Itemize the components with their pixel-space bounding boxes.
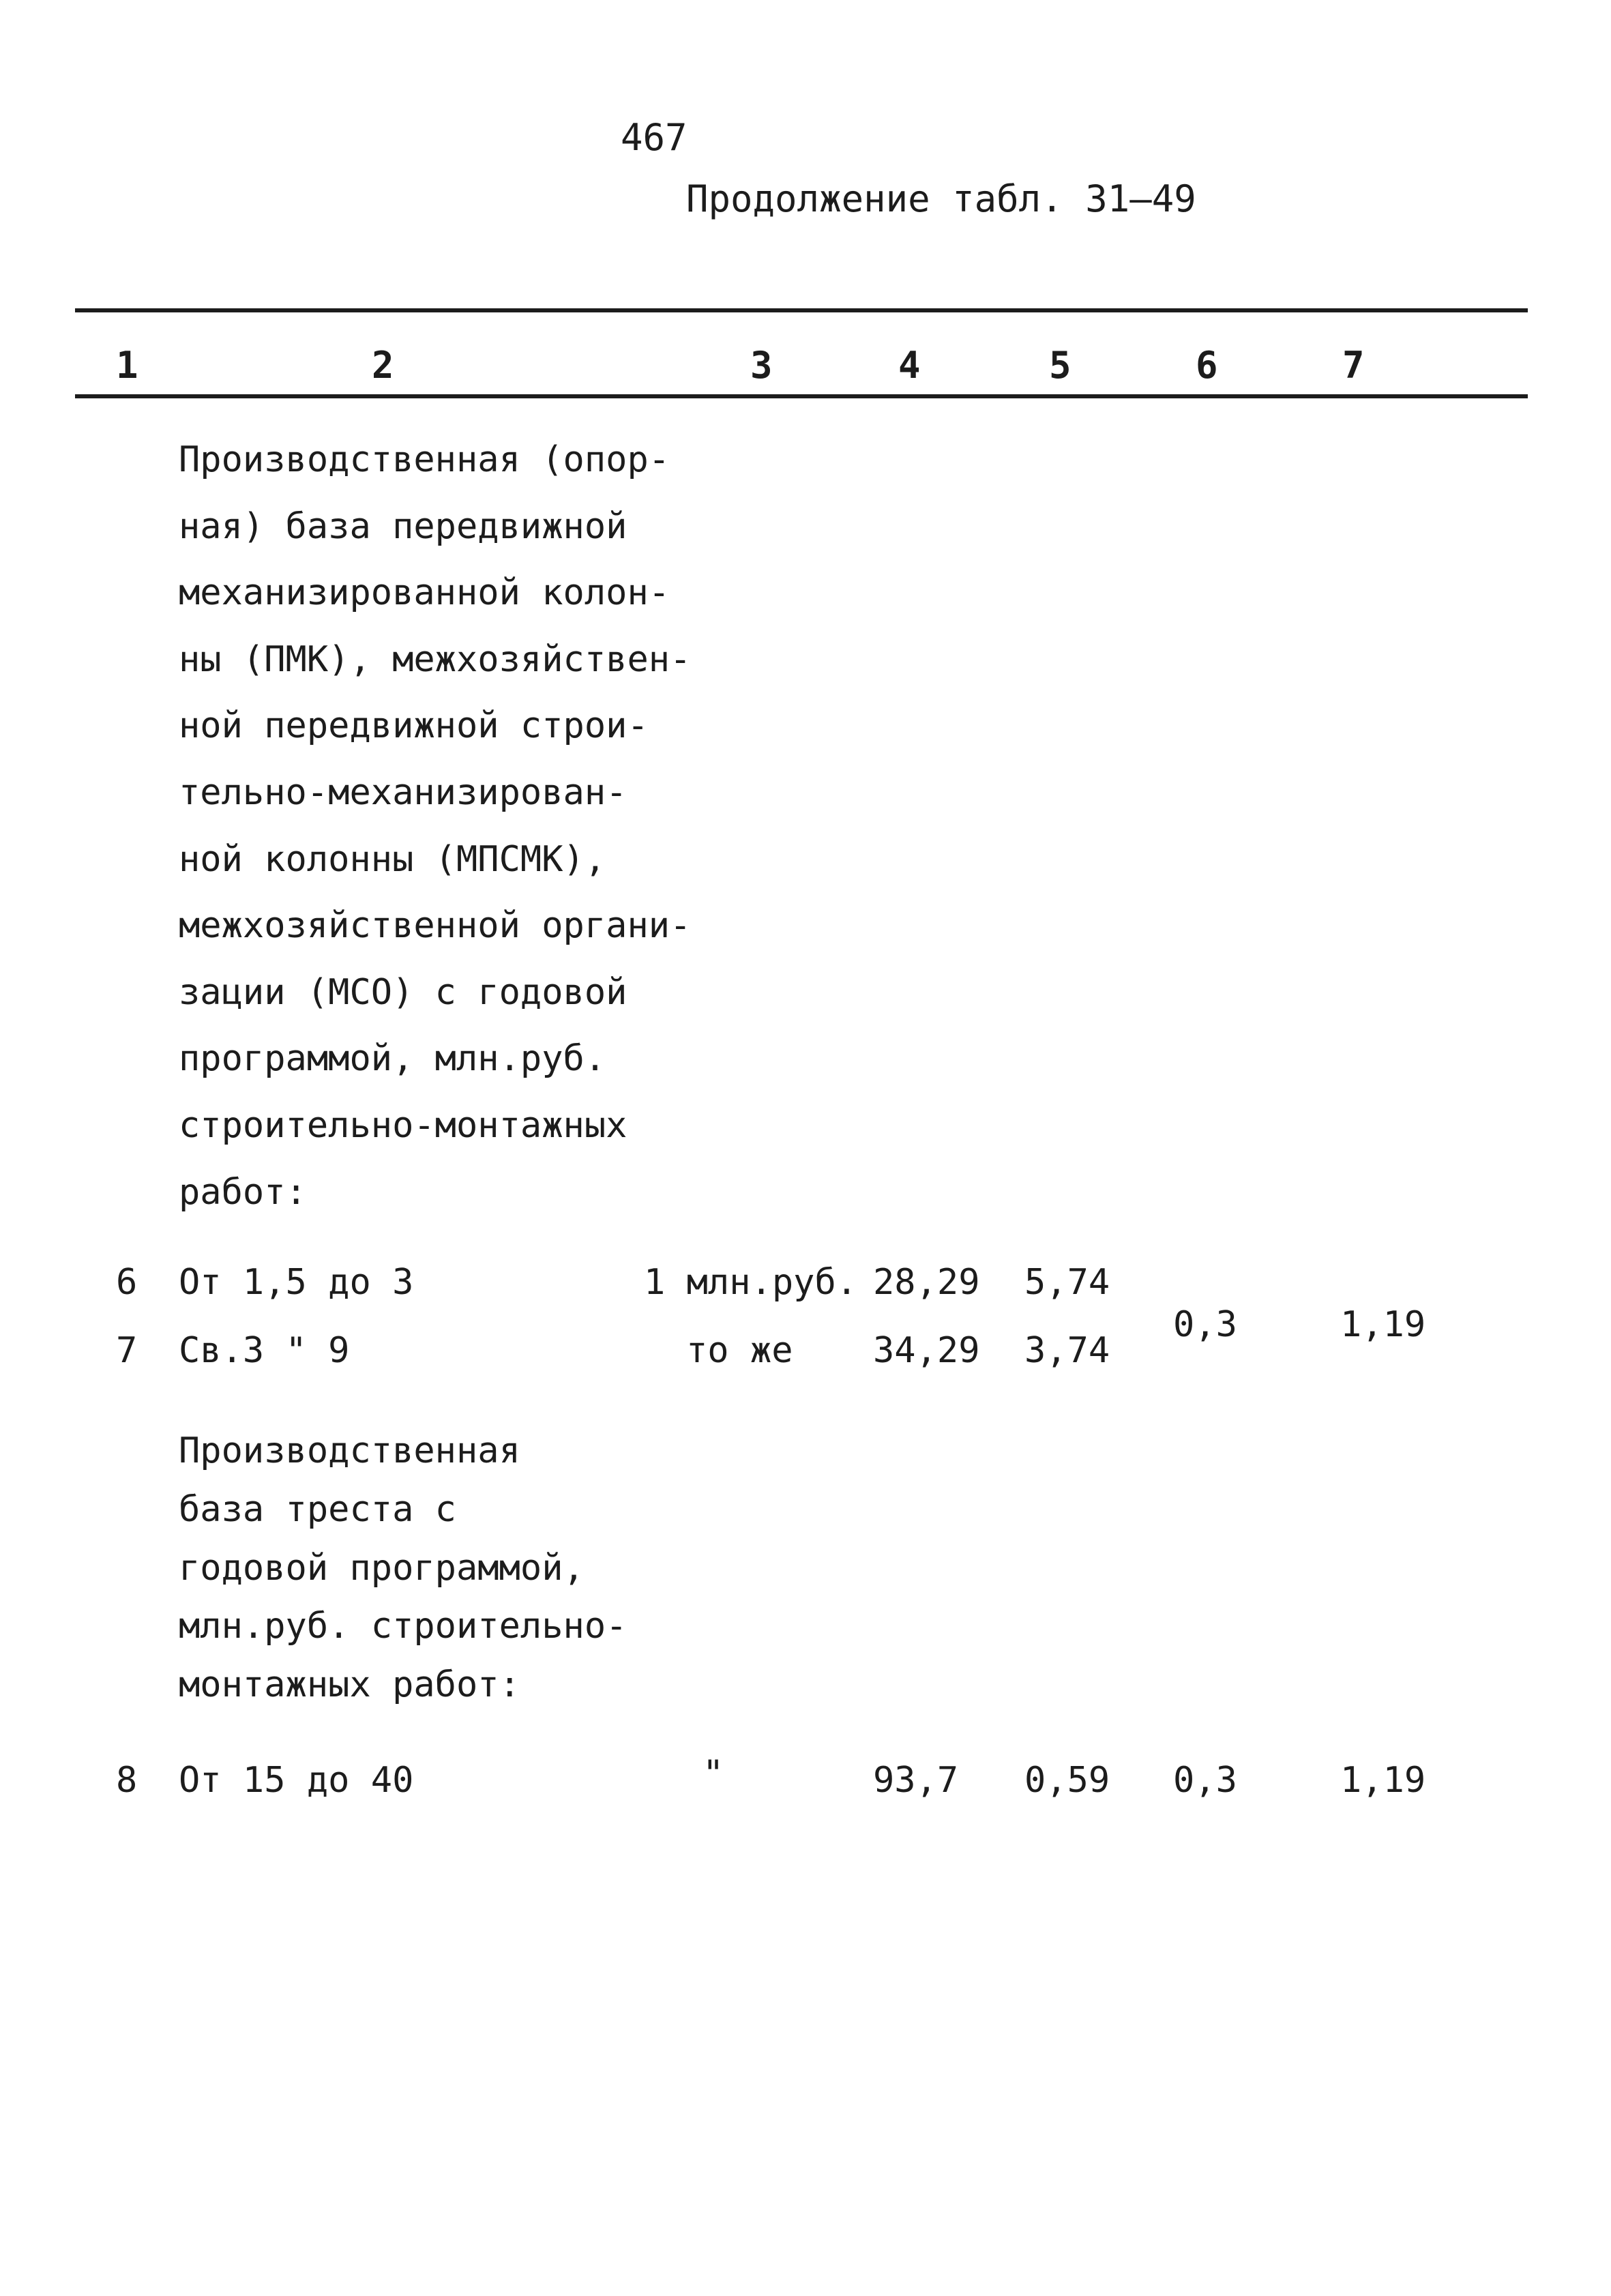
section1-col7-shared: 1,19 xyxy=(1340,1304,1426,1345)
header-col-3: 3 xyxy=(750,344,773,387)
section1-line: зации (МСО) с годовой xyxy=(179,971,627,1013)
row-unit: 1 млн.руб. xyxy=(644,1262,858,1303)
section1-line: программой, млн.руб. xyxy=(179,1038,606,1080)
row-unit: то же xyxy=(686,1330,793,1371)
section1-line: ной колонны (МПСМК), xyxy=(179,838,606,880)
row-col7: 1,19 xyxy=(1340,1760,1426,1801)
section1-line: тельно-механизирован- xyxy=(179,771,627,813)
section1-line: строительно-монтажных xyxy=(179,1104,627,1146)
section2-line: млн.руб. строительно- xyxy=(179,1606,627,1647)
row-col5: 0,59 xyxy=(1024,1760,1110,1801)
row-description: От 1,5 до 3 xyxy=(179,1262,414,1303)
table-header-rule xyxy=(75,394,1528,398)
section2-line: годовой программой, xyxy=(179,1547,585,1589)
row-unit: " xyxy=(703,1753,724,1794)
header-col-4: 4 xyxy=(898,344,921,387)
section2-line: Производственная xyxy=(179,1430,520,1471)
row-col5: 3,74 xyxy=(1024,1330,1110,1371)
section1-line: Производственная (опор- xyxy=(179,439,670,480)
row-number: 6 xyxy=(116,1262,138,1303)
header-col-6: 6 xyxy=(1196,344,1218,387)
header-col-7: 7 xyxy=(1342,344,1365,387)
section1-line: ной передвижной строи- xyxy=(179,705,649,747)
row-col4: 28,29 xyxy=(873,1262,980,1303)
section2-line: монтажных работ: xyxy=(179,1664,520,1705)
page-number: 467 xyxy=(621,116,688,159)
row-number: 7 xyxy=(116,1330,138,1371)
row-col6: 0,3 xyxy=(1173,1760,1237,1801)
header-col-2: 2 xyxy=(372,344,394,387)
table-continuation-title: Продолжение табл. 31–49 xyxy=(686,177,1196,220)
row-number: 8 xyxy=(116,1760,138,1801)
row-col5: 5,74 xyxy=(1024,1262,1110,1303)
section1-description xyxy=(179,427,691,1226)
section1-line: ная) база передвижной xyxy=(179,505,627,547)
row-col4: 93,7 xyxy=(873,1760,959,1801)
table-top-rule xyxy=(75,308,1528,312)
section2-description xyxy=(179,1422,627,1715)
section1-line: механизированной колон- xyxy=(179,572,670,614)
header-col-1: 1 xyxy=(116,344,138,387)
row-description: Св.3 " 9 xyxy=(179,1330,350,1371)
section1-line: межхозяйственной органи- xyxy=(179,905,692,947)
section2-line: база треста с xyxy=(179,1488,456,1530)
section1-line: работ: xyxy=(179,1171,307,1213)
section1-line: ны (ПМК), межхозяйствен- xyxy=(179,638,692,680)
header-col-5: 5 xyxy=(1049,344,1071,387)
section1-col6-shared: 0,3 xyxy=(1173,1304,1237,1345)
row-description: От 15 до 40 xyxy=(179,1760,414,1801)
row-col4: 34,29 xyxy=(873,1330,980,1371)
